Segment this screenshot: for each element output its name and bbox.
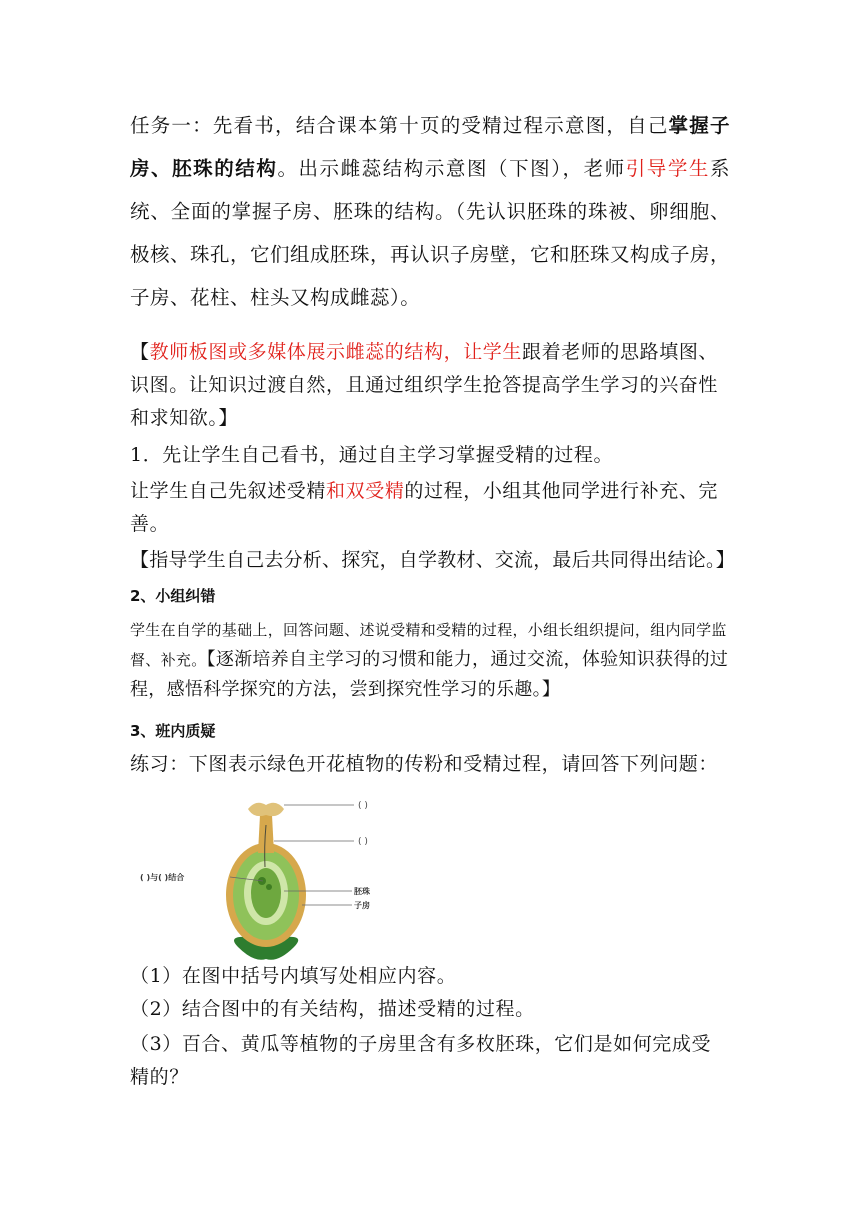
exercise-prompt: 练习：下图表示绿色开花植物的传粉和受精过程，请回答下列问题： [130,753,719,775]
guide-students-highlight: 引导学生 [625,157,710,180]
bracket-open: 【 [130,341,150,363]
label-mid: ( ) [358,837,368,847]
double-fertilization-highlight: 和双受精 [326,480,405,502]
step-one-detail-b: 的过程，小组其他同学进行补充、完善。 [130,480,719,535]
label-top: ( ) [358,801,368,811]
label-ovule: 胚珠 [354,887,370,896]
question-1: （1）在图中括号内填写处相应内容。 [130,965,457,987]
label-ovary: 子房 [354,901,370,910]
teacher-note-text: 跟着老师的思路填图、识图。让知识过渡自然，且通过组织学生抢答提高学生学习的兴奋性和求知欲。】 [130,341,719,429]
step-two-paragraph [130,615,730,705]
step-two-note: 【逐渐培养自主学习的习惯和能力，通过交流，体验知识获得的过程，感悟科学探究的方法，尝到探究性学习的乐趣。】 [130,649,729,700]
ovule-core-shape [251,868,281,918]
task-intro-text-2: 。出示雌蕊结构示意图（下图），老师 [277,157,626,180]
teacher-note-highlight: 教师板图或多媒体展示雌蕊的结构，让学生 [149,341,523,363]
teacher-note-paragraph [130,336,730,435]
style-shape [258,815,274,853]
task-one-paragraph [130,104,730,319]
guidance-note: 【指导学生自己去分析、探究，自学教材、交流，最后共同得出结论。】 [130,549,735,571]
step-one-text: 1．先让学生自己看书，通过自主学习掌握受精的过程。 [130,444,614,466]
question-2: （2）结合图中的有关结构，描述受精的过程。 [130,998,535,1020]
step-three-heading: 3、班内质疑 [130,722,216,740]
step-one-detail-a: 让学生自己先叙述受精 [130,480,327,502]
step-two-heading: 2、小组纠错 [130,587,216,605]
question-3: （3）百合、黄瓜等植物的子房里含有多枚胚珠，它们是如何完成受精的？ [130,1033,712,1088]
step-one-detail [130,475,730,541]
task-key-point: 掌握子房、胚珠的结构 [130,114,730,180]
stigma-shape [248,803,284,816]
pistil-diagram [138,795,398,965]
polar-nucleus-shape [266,884,272,890]
label-left: ( )与( )结合 [140,873,185,882]
step-two-text: 学生在自学的基础上，回答问题、述说受精和受精的过程，小组长组织提问，组内同学监督、补充。 [130,621,727,669]
task-intro-text: 任务一：先看书，结合课本第十页的受精过程示意图，自己 [130,114,669,137]
task-intro-text-3: 系统、全面的掌握子房、胚珠的结构。（先认识胚珠的珠被、卵细胞、极核、珠孔，它们组成胚珠，再认识子房壁，它和胚珠又构成子房，子房、花柱、柱头又构成雌蕊）。 [130,157,731,309]
